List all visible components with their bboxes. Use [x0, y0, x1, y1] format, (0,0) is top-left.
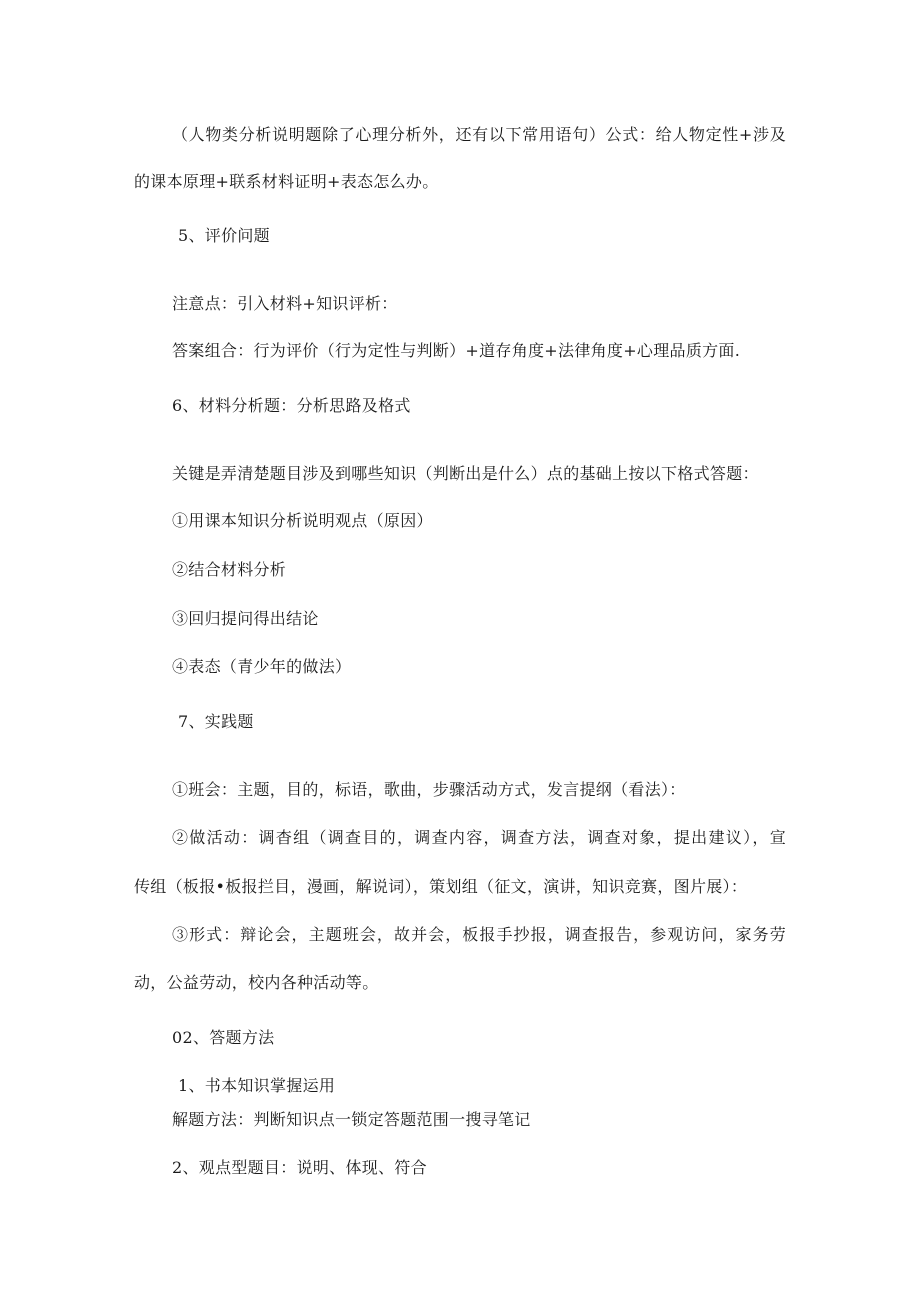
paragraph-character-analysis-line-2: 的课本原理+联系材料证明+表态怎么办。 — [134, 172, 439, 191]
list-item-analysis-step-4: ④表态（青少年的做法） — [172, 657, 352, 676]
heading-material-analysis: 6、材料分析题：分析思路及格式 — [172, 396, 411, 415]
text-attention-points: 注意点：引入材料+知识评析： — [172, 294, 398, 313]
list-item-forms-line-1: ③形式：辩论会，主题班会，故并会，板报手抄报，调查报告，参观访问，家务劳 — [172, 925, 786, 944]
list-item-activities-line-1: ②做活动：调杳组（调查目的，调查内容，调查方法，调查对象，提出建议），宣 — [172, 828, 786, 847]
heading-evaluation-question: 5、评价问题 — [178, 226, 270, 245]
text-solution-method: 解题方法：判断知识点一锁定答题范围一搜寻笔记 — [172, 1110, 531, 1129]
heading-practice-question: 7、实践题 — [178, 712, 254, 731]
list-item-analysis-step-3: ③回归提问得出结论 — [172, 609, 319, 628]
text-key-approach: 关键是弄清楚题目涉及到哪些知识（判断出是什么）点的基础上按以下格式答题： — [172, 464, 759, 483]
list-item-class-meeting: ①班会：主题，目的，标语，歌曲，步骤活动方式，发言提纲（看法）： — [172, 780, 686, 799]
list-item-analysis-step-1: ①用课本知识分析说明观点（原因） — [172, 511, 433, 530]
paragraph-character-analysis-line-1: （人物类分析说明题除了心理分析外，还有以下常用语句）公式：给人物定性+涉及 — [172, 125, 786, 144]
heading-answer-methods: 02、答题方法 — [172, 1028, 275, 1047]
list-item-activities-line-2: 传组（板报•板报拦目，漫画，解说词），策划组（征文，演讲，知识竞赛，图片展）： — [134, 877, 748, 896]
list-item-analysis-step-2: ②结合材料分析 — [172, 560, 287, 579]
text-answer-combination: 答案组合：行为评价（行为定性与判断）+道存角度+法律角度+心理品质方面. — [172, 341, 741, 360]
list-item-forms-line-2: 动，公益劳动，校内各种活动等。 — [134, 973, 379, 992]
heading-book-knowledge: 1、书本知识掌握运用 — [178, 1076, 336, 1095]
heading-viewpoint-questions: 2、观点型题目：说明、体现、符合 — [172, 1158, 427, 1177]
